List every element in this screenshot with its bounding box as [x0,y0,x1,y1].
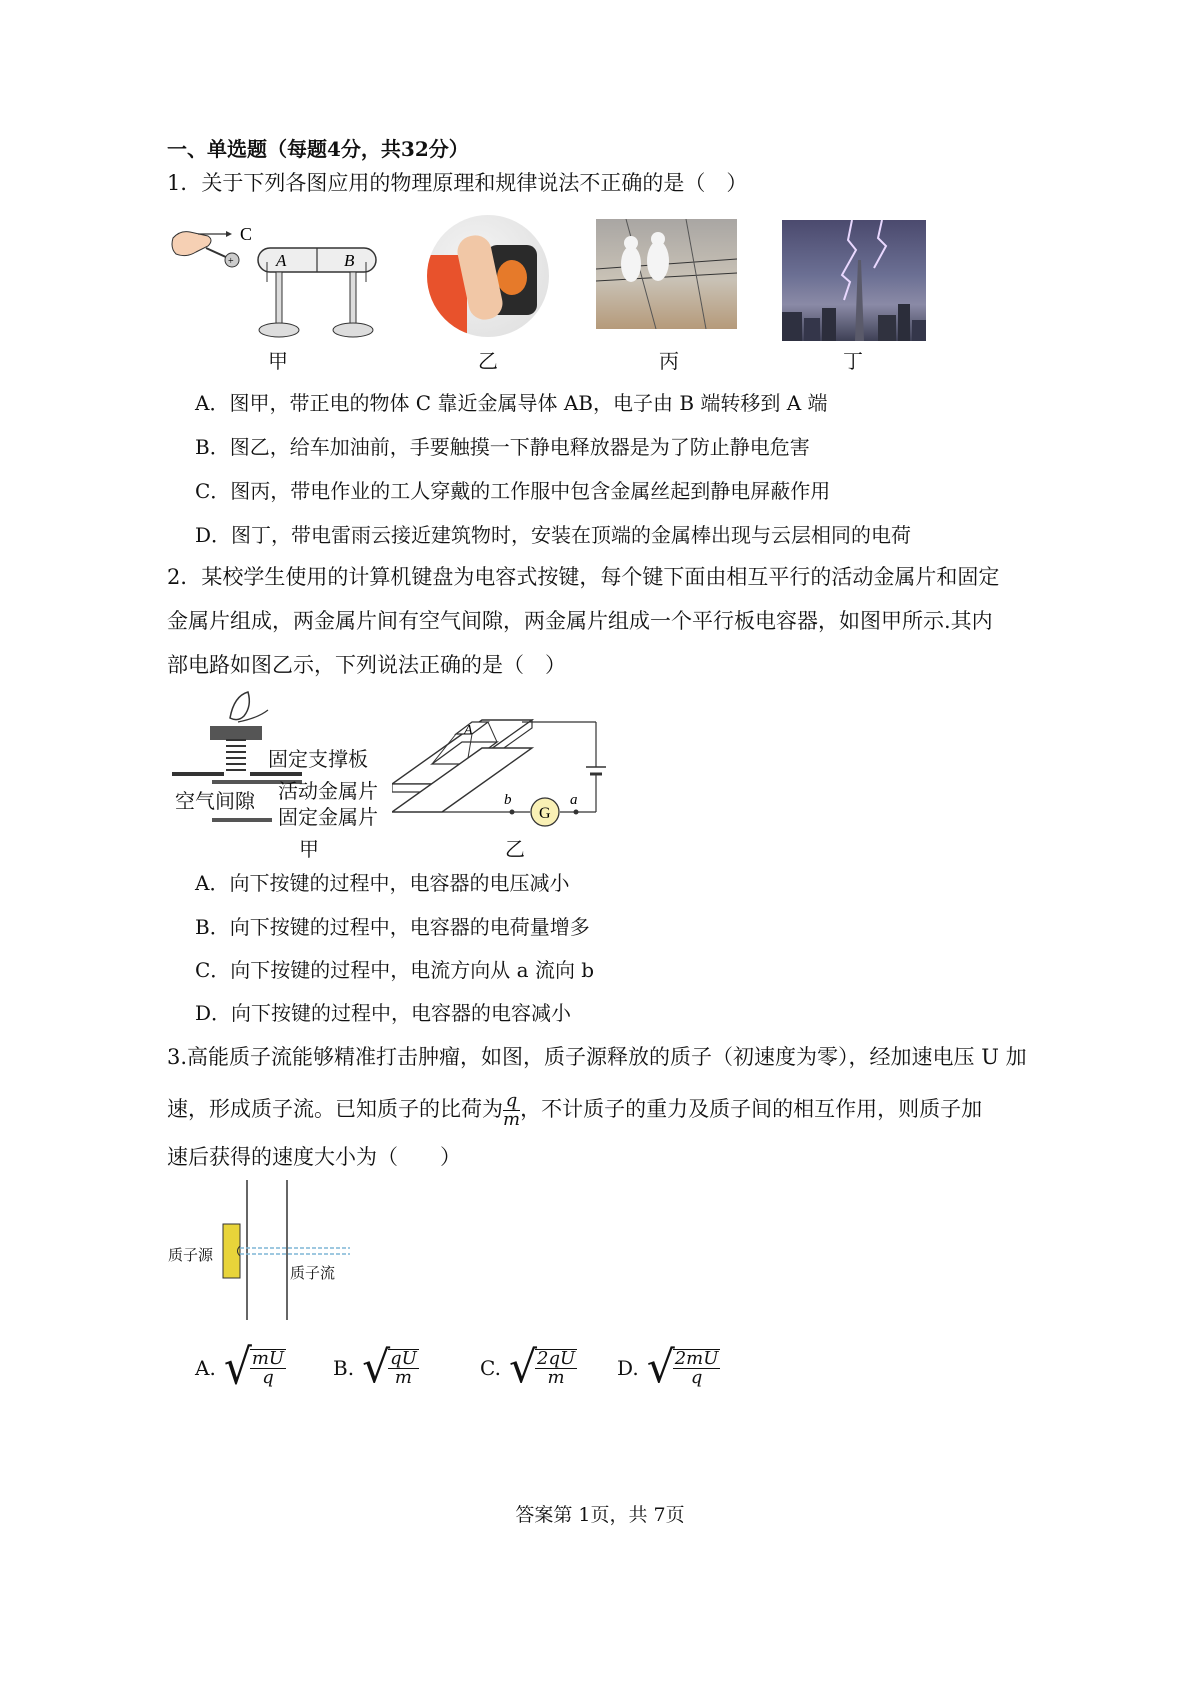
conductor-b-label: B [344,251,355,270]
q2-stem-line2: 金属片组成，两金属片间有空气间隙，两金属片组成一个平行板电容器，如图甲所示.其内 [167,609,993,633]
q2-option-c: C．向下按键的过程中，电流方向从 a 流向 b [195,958,595,982]
q1-photo-bing [596,219,737,329]
point-a-label: a [570,792,578,808]
q3-option-c-num: 2qU [537,1347,576,1369]
q3-option-c-label: C. [480,1355,501,1380]
q2-label-fixed: 固定金属片 [278,805,378,829]
q3-option-d-num: 2mU [674,1347,719,1369]
q3-line2-before: 速，形成质子流。已知质子的比荷为 [167,1097,503,1121]
q3-option-d-den: q [690,1366,703,1388]
q3-ratio-fraction [503,1092,520,1129]
q1-option-c: C．图丙，带电作业的工人穿戴的工作服中包含金属丝起到静电屏蔽作用 [195,479,831,503]
q3-stem-line3: 速后获得的速度大小为（ ） [167,1145,461,1169]
q3-stem-line2 [167,1092,982,1129]
q3-option-c [480,1342,577,1393]
q3-option-b-den: m [394,1366,412,1388]
q3-option-d [617,1342,720,1393]
sqrt-icon: √ [646,1342,675,1393]
q1-caption-ding: 丁 [843,349,863,373]
q2-caption-jia: 甲 [299,837,319,861]
point-b-label: b [504,792,512,808]
charge-label: C [240,224,253,244]
q3-option-a-den: q [262,1366,274,1388]
q3-option-c-frac [535,1349,577,1387]
galvanometer-label: G [539,805,551,822]
q3-label-stream: 质子流 [290,1264,336,1282]
q2-fig-yi [392,712,612,827]
q3-option-b [333,1342,419,1393]
q3-fig [215,1180,365,1325]
q3-option-a-label: A. [195,1355,216,1380]
conductor-a-label: A [276,251,287,270]
sqrt-icon: √ [223,1339,252,1396]
q3-option-c-den: m [547,1366,565,1388]
q1-option-d: D．图丁，带电雷雨云接近建筑物时，安装在顶端的金属棒出现与云层相同的电荷 [195,523,912,547]
q3-option-b-frac [388,1349,419,1387]
sqrt-icon: √ [508,1342,537,1393]
q1-caption-bing: 丙 [659,349,679,373]
sqrt-icon: √ [362,1342,391,1393]
q2-option-a: A．向下按键的过程中，电容器的电压减小 [195,871,570,895]
q1-fig-jia [168,218,393,348]
q3-option-d-label: D. [617,1355,639,1380]
q3-frac-num: q [503,1092,520,1111]
q3-option-b-num: qU [390,1347,417,1369]
q3-option-a-frac [250,1349,286,1387]
q2-label-support: 固定支撑板 [268,747,368,771]
q3-option-a [195,1339,286,1396]
q1-option-a: A．图甲，带正电的物体 C 靠近金属导体 AB，电子由 B 端转移到 A 端 [195,391,828,415]
plate-a-label: A [464,723,473,738]
svg-text:+: + [228,256,234,267]
q2-stem-line1: 2．某校学生使用的计算机键盘为电容式按键，每个键下面由相互平行的活动金属片和固定 [167,565,1000,589]
q2-option-b: B．向下按键的过程中，电容器的电荷量增多 [195,915,590,939]
q3-label-source: 质子源 [168,1246,214,1264]
q3-option-a-num: mU [251,1347,285,1369]
q1-option-b: B．图乙，给车加油前，手要触摸一下静电释放器是为了防止静电危害 [195,435,810,459]
q1-stem: 1．关于下列各图应用的物理原理和规律说法不正确的是（ ） [167,171,748,195]
q1-photo-ding [782,220,926,341]
q3-frac-den: m [503,1109,521,1130]
q1-caption-jia: 甲 [268,349,288,373]
q2-stem-line3: 部电路如图乙示，下列说法正确的是（ ） [167,653,566,677]
q3-stem-line1: 3.高能质子流能够精准打击肿瘤，如图，质子源释放的质子（初速度为零），经加速电压 U 加 [167,1045,1027,1069]
q2-label-moving: 活动金属片 [278,779,378,803]
q1-photo-yi [427,215,549,337]
q3-option-b-label: B. [333,1355,355,1380]
q3-line2-after: ，不计质子的重力及质子间的相互作用，则质子加 [520,1097,983,1121]
q3-option-d-frac [673,1349,721,1387]
q2-caption-yi: 乙 [505,837,525,861]
q2-option-d: D．向下按键的过程中，电容器的电容减小 [195,1001,572,1025]
page-footer: 答案第 1页，共 7页 [515,1504,685,1526]
section-title: 一、单选题（每题4分，共32分） [167,137,469,161]
q2-label-air: 空气间隙 [175,789,255,813]
q1-caption-yi: 乙 [478,349,498,373]
